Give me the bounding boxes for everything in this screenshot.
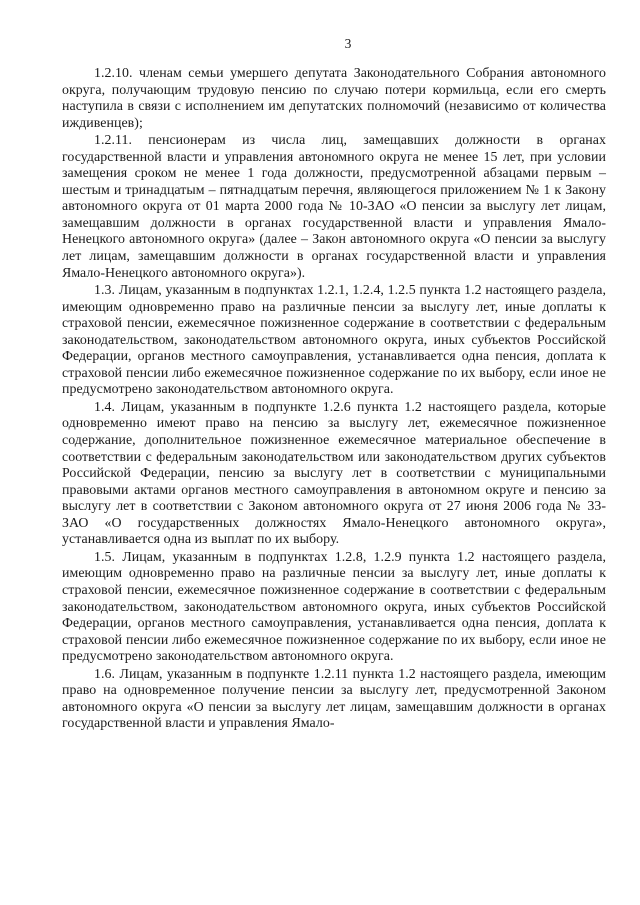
paragraph-1-5: 1.5. Лицам, указанным в подпунктах 1.2.8, 1.2.9 пункта 1.2 настоящего раздела, имеющим одновременно право на различные пенсии за выслугу лет, иные доплаты к страховой пенсии, ежемесячное пожизненное содержание в соответствии с федеральным законодательством, законодательством автономного округа, иных субъектов Российской Федерации, органов местного самоуправления, устанавливается одна пенсия, доплата к страховой пенсии либо ежемесячное пожизненное содержание по их выбору, если иное не предусмотрено законодательством автономного округа. <box>62 549 606 665</box>
paragraph-1-2-10: 1.2.10. членам семьи умершего депутата Законодательного Собрания автономного округа, получающим трудовую пенсию по случаю потери кормильца, если его смерть наступила в связи с исполнением им депутатских полномочий (независимо от количества иждивенцев); <box>62 66 606 131</box>
page-number: 3 <box>344 36 352 51</box>
paragraph-1-2-11: 1.2.11. пенсионерам из числа лиц, замещавших должности в органах государственной власти и управления автономного округа не менее 15 лет, при условии замещения сроком не менее 1 года должности, предусмотренной абзацами первым – шестым и тринадцатым – пятнадцатым перечня, являющегося приложением № 1 к Закону автономного округа от 01 марта 2000 года № 10-ЗАО «О пенсии за выслугу лет лицам, замещавшим должности в органах государственной власти и управления Ямало-Ненецкого автономного округа» (далее – Закон автономного округа «О пенсии за выслугу лет лицам, замещавшим должности в органах государственной власти и управления Ямало-Ненецкого автономного округа»). <box>62 133 606 281</box>
paragraph-1-3: 1.3. Лицам, указанным в подпунктах 1.2.1, 1.2.4, 1.2.5 пункта 1.2 настоящего раздела, имеющим одновременно право на различные пенсии за выслугу лет, иные доплаты к страховой пенсии, ежемесячное пожизненное содержание в соответствии с федеральным законодательством, законодательством автономного округа, иных субъектов Российской Федерации, органов местного самоуправления, устанавливается одна пенсия, доплата к страховой пенсии либо ежемесячное пожизненное содержание по их выбору, если иное не предусмотрено законодательством автономного округа. <box>62 283 606 398</box>
paragraph-1-4: 1.4. Лицам, указанным в подпункте 1.2.6 пункта 1.2 настоящего раздела, которые одновременно имеют право на пенсию за выслугу лет, ежемесячное пожизненное содержание, дополнительное пожизненное ежемесячное материальное обеспечение в соответствии с федеральным законодательством или законодательством других субъектов Российской Федерации, пенсию за выслугу лет в соответствии с муниципальными правовыми актами органов местного самоуправления в автономном округе и пенсию за выслугу лет в соответствии с Законом автономного округа от 27 июня 2006 года № 33-ЗАО «О государственных должностях Ямало-Ненецкого автономного округа», устанавливается одна из выплат по их выбору. <box>62 399 606 548</box>
paragraph-1-6: 1.6. Лицам, указанным в подпункте 1.2.11 пункта 1.2 настоящего раздела, имеющим право на одновременное получение пенсии за выслугу лет, предусмотренной Законом автономного округа «О пенсии за выслугу лет лицам, замещавшим должности в органах государственной власти и управления Ямало- <box>62 666 606 732</box>
